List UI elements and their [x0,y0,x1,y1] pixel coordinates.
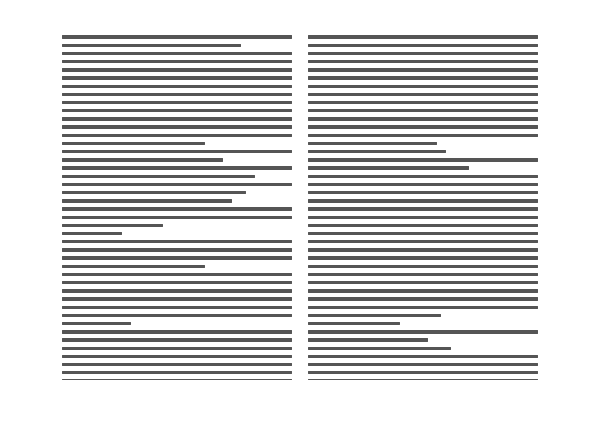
text-line [62,214,292,222]
text-line-placeholder [308,109,538,112]
text-line-placeholder [308,273,538,276]
text-line-placeholder [62,85,292,88]
text-line [308,329,538,337]
text-line-placeholder [62,134,292,137]
text-line-placeholder [308,134,538,137]
text-line-placeholder [308,207,538,210]
text-line-placeholder [62,44,241,47]
text-line-placeholder [308,191,538,194]
text-line [308,370,538,378]
text-line-placeholder [62,347,292,350]
text-line [308,140,538,148]
text-line [308,271,538,279]
text-line-placeholder [308,232,538,235]
text-line-placeholder [62,76,292,79]
text-line-placeholder [62,60,292,63]
text-line [62,353,292,361]
text-line-placeholder [62,338,292,341]
text-line-placeholder [308,322,400,325]
right-page [300,0,600,424]
text-line [308,362,538,370]
text-line-placeholder [308,52,538,55]
text-line-placeholder [62,68,292,71]
text-line-placeholder [62,379,292,380]
text-line-placeholder [308,199,538,202]
text-line-placeholder [62,297,292,300]
text-line-placeholder [308,150,446,153]
text-line-placeholder [308,265,538,268]
text-line-placeholder [62,248,292,251]
text-line [308,321,538,329]
text-line-placeholder [62,363,292,366]
text-line [308,247,538,255]
text-line [62,370,292,378]
text-line [308,108,538,116]
text-line-placeholder [62,150,292,153]
text-line-placeholder [308,44,538,47]
text-line-placeholder [62,240,292,243]
text-line [62,140,292,148]
text-line [62,124,292,132]
text-line [308,83,538,91]
text-line [62,312,292,320]
text-line [308,34,538,42]
text-line-placeholder [308,101,538,104]
text-line [308,312,538,320]
text-line-placeholder [62,355,292,358]
text-line [62,181,292,189]
text-line [62,378,292,380]
text-line-placeholder [62,158,223,161]
text-line-placeholder [308,355,538,358]
text-line [62,337,292,345]
text-line [308,239,538,247]
text-line-placeholder [62,93,292,96]
text-line [308,50,538,58]
text-line-placeholder [62,224,163,227]
text-line-placeholder [308,158,538,161]
text-line-placeholder [62,273,292,276]
text-line [308,288,538,296]
text-line [62,116,292,124]
text-line [308,181,538,189]
text-line [62,255,292,263]
text-line [308,116,538,124]
text-line [308,190,538,198]
text-line [62,132,292,140]
text-line-placeholder [308,297,538,300]
text-line [308,75,538,83]
text-line [62,329,292,337]
text-line [308,149,538,157]
text-line [308,206,538,214]
text-line [62,34,292,42]
text-line [62,157,292,165]
text-line [62,239,292,247]
text-line-placeholder [308,125,538,128]
text-line [62,50,292,58]
text-line-placeholder [62,199,232,202]
text-line-placeholder [62,101,292,104]
text-line-placeholder [308,76,538,79]
text-line-placeholder [308,306,538,309]
right-page-column [308,34,538,380]
text-line-placeholder [308,379,538,380]
text-line-placeholder [308,248,538,251]
text-line [62,75,292,83]
text-line [62,362,292,370]
text-line-placeholder [308,166,469,169]
text-line-placeholder [308,281,538,284]
text-line-placeholder [62,306,292,309]
text-line-placeholder [62,256,292,259]
text-line-placeholder [308,68,538,71]
text-line-placeholder [308,216,538,219]
text-line [308,222,538,230]
text-line-placeholder [308,289,538,292]
text-line [308,173,538,181]
text-line-placeholder [62,330,292,333]
text-line-placeholder [308,338,428,341]
text-line [308,59,538,67]
text-line-placeholder [308,347,451,350]
text-line [308,296,538,304]
text-line [308,353,538,361]
text-line [62,247,292,255]
text-line-placeholder [62,265,205,268]
text-line [308,214,538,222]
text-line-placeholder [308,35,538,38]
text-line-placeholder [308,142,437,145]
text-line [308,231,538,239]
text-line [308,100,538,108]
text-line [308,67,538,75]
text-line-placeholder [308,183,538,186]
text-line-placeholder [62,207,292,210]
text-line-placeholder [62,175,255,178]
text-line [62,149,292,157]
text-line-placeholder [62,216,292,219]
text-line [308,304,538,312]
text-line-placeholder [308,175,538,178]
text-line [62,280,292,288]
text-line [308,337,538,345]
text-line [62,271,292,279]
text-line-placeholder [62,52,292,55]
text-line [62,198,292,206]
text-line [62,304,292,312]
text-line-placeholder [308,363,538,366]
text-line [62,59,292,67]
text-line [308,280,538,288]
text-line [62,296,292,304]
text-line [62,345,292,353]
text-line [308,263,538,271]
text-line-placeholder [308,60,538,63]
text-line [308,198,538,206]
text-line [308,157,538,165]
text-line [308,165,538,173]
text-line [62,165,292,173]
text-line [62,231,292,239]
text-line [62,100,292,108]
text-line-placeholder [62,117,292,120]
text-line-placeholder [62,232,122,235]
text-line-placeholder [62,314,292,317]
text-line [62,108,292,116]
text-line [62,288,292,296]
text-line-placeholder [62,166,292,169]
text-line-placeholder [62,142,205,145]
text-line [62,173,292,181]
text-line-placeholder [62,289,292,292]
text-line [62,190,292,198]
text-line-placeholder [308,240,538,243]
text-line-placeholder [308,314,441,317]
text-line [308,378,538,380]
text-line [308,132,538,140]
text-line-placeholder [62,183,292,186]
text-line [62,67,292,75]
text-line-placeholder [62,125,292,128]
text-line-placeholder [62,191,246,194]
text-line [308,124,538,132]
text-line-placeholder [308,85,538,88]
text-line-placeholder [62,109,292,112]
text-line-placeholder [308,256,538,259]
text-line [62,222,292,230]
text-line [308,91,538,99]
text-line [308,345,538,353]
text-line-placeholder [308,224,538,227]
text-line-placeholder [308,330,538,333]
text-line [308,255,538,263]
text-line-placeholder [308,117,538,120]
text-line-placeholder [62,281,292,284]
text-line [62,42,292,50]
text-line [62,83,292,91]
left-page-column [62,34,292,380]
text-line-placeholder [62,371,292,374]
text-line [62,263,292,271]
text-line [62,91,292,99]
text-line-placeholder [62,35,292,38]
text-line-placeholder [308,371,538,374]
text-line [308,42,538,50]
text-line-placeholder [308,93,538,96]
text-line-placeholder [62,322,131,325]
text-line [62,321,292,329]
text-line [62,206,292,214]
